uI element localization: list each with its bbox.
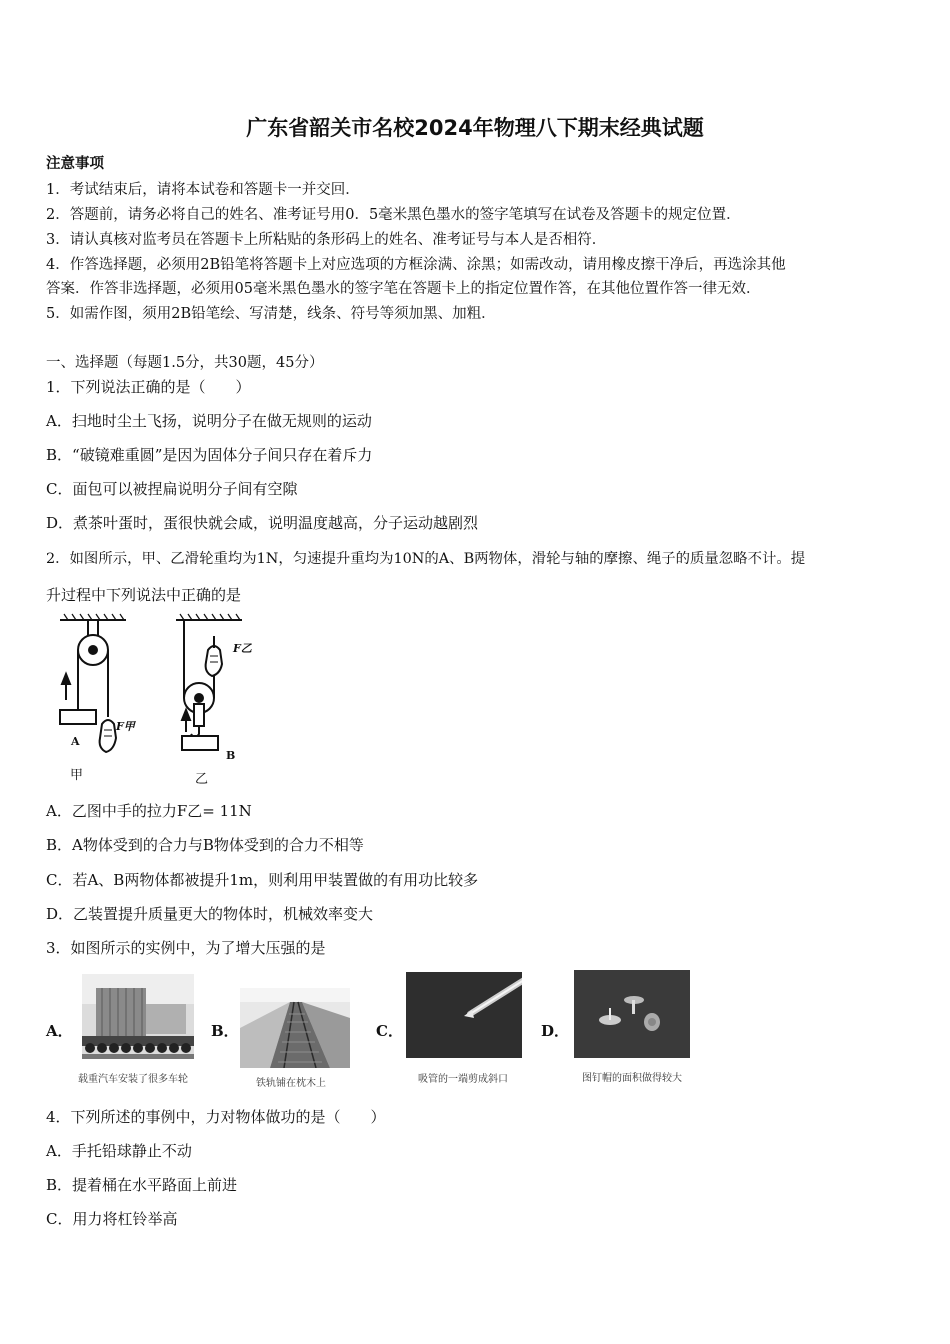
- notice-item: 4．作答选择题，必须用2B铅笔将答题卡上对应选项的方框涂满、涂黑；如需改动，请用橡皮擦干净后，再选涂其他: [46, 257, 786, 273]
- question-1-option-a: A．扫地时尘土飞扬，说明分子在做无规则的运动: [46, 412, 372, 430]
- question-2-option-d: D．乙装置提升质量更大的物体时，机械效率变大: [46, 905, 374, 923]
- section-heading: 一、选择题（每题1.5分，共30题，45分）: [46, 355, 324, 371]
- question-2-option-a: A．乙图中手的拉力F乙= 11N: [46, 802, 252, 820]
- caption-d: 图钉帽的面积做得较大: [582, 1073, 682, 1084]
- figure-label-jia: 甲: [70, 768, 84, 783]
- force-label-jia: F甲: [116, 720, 135, 733]
- question-3-label-b: B．: [211, 1022, 239, 1040]
- caption-b: 铁轨铺在枕木上: [256, 1078, 326, 1089]
- straw-photo: [406, 972, 522, 1058]
- caption-a: 载重汽车安装了很多车轮: [78, 1074, 188, 1085]
- object-label-a: A: [71, 735, 80, 748]
- question-4-option-a: A．手托铅球静止不动: [46, 1142, 192, 1160]
- question-2-option-b: B．A物体受到的合力与B物体受到的合力不相等: [46, 836, 364, 854]
- force-label-yi: F乙: [233, 642, 252, 655]
- question-3-label-d: D．: [541, 1022, 570, 1040]
- question-2-option-c: C．若A、B两物体都被提升1m，则利用甲装置做的有用功比较多: [46, 871, 479, 889]
- figure-label-yi: 乙: [195, 772, 209, 787]
- question-4-option-b: B．提着桶在水平路面上前进: [46, 1176, 238, 1194]
- truck-photo: [82, 974, 194, 1059]
- notice-heading: 注意事项: [46, 155, 104, 172]
- question-2-stem: 2．如图所示，甲、乙滑轮重均为1N，匀速提升重均为10N的A、B两物体，滑轮与轴的摩擦、绳子的质量忽略不计。提: [46, 551, 806, 567]
- question-4-option-c: C．用力将杠铃举高: [46, 1210, 178, 1228]
- question-1-stem: 1．下列说法正确的是（ ）: [46, 378, 251, 396]
- question-4-stem: 4．下列所述的事例中，力对物体做功的是（ ）: [46, 1108, 386, 1126]
- question-1-option-d: D．煮茶叶蛋时，蛋很快就会咸，说明温度越高，分子运动越剧烈: [46, 514, 479, 532]
- question-1-option-c: C．面包可以被捏扁说明分子间有空隙: [46, 480, 298, 498]
- question-1-option-b: B．“破镜难重圆”是因为固体分子间只存在着斥力: [46, 446, 373, 464]
- notice-item: 2．答题前，请务必将自己的姓名、准考证号用0．5毫米黑色墨水的签字笔填写在试卷及答题卡的规定位置．: [46, 207, 741, 223]
- notice-item: 5．如需作图，须用2B铅笔绘、写清楚，线条、符号等须加黑、加粗．: [46, 306, 496, 322]
- caption-c: 吸管的一端剪成斜口: [418, 1074, 508, 1085]
- object-label-b: B: [226, 749, 236, 762]
- question-2-stem-cont: 升过程中下列说法中正确的是: [46, 586, 242, 604]
- question-3-label-c: C．: [376, 1022, 403, 1040]
- notice-item: 答案．作答非选择题，必须用05毫米黑色墨水的签字笔在答题卡上的指定位置作答，在其他位置作答一律无效．: [46, 281, 761, 297]
- notice-item: 3．请认真核对监考员在答题卡上所粘贴的条形码上的姓名、准考证号与本人是否相符．: [46, 232, 607, 248]
- question-3-stem: 3．如图所示的实例中，为了增大压强的是: [46, 939, 326, 957]
- page-title: 广东省韶关市名校2024年物理八下期末经典试题: [246, 116, 704, 140]
- thumbtack-photo: [574, 970, 690, 1058]
- railway-photo: [240, 988, 350, 1068]
- question-3-label-a: A．: [46, 1022, 73, 1040]
- notice-item: 1．考试结束后，请将本试卷和答题卡一并交回．: [46, 182, 360, 198]
